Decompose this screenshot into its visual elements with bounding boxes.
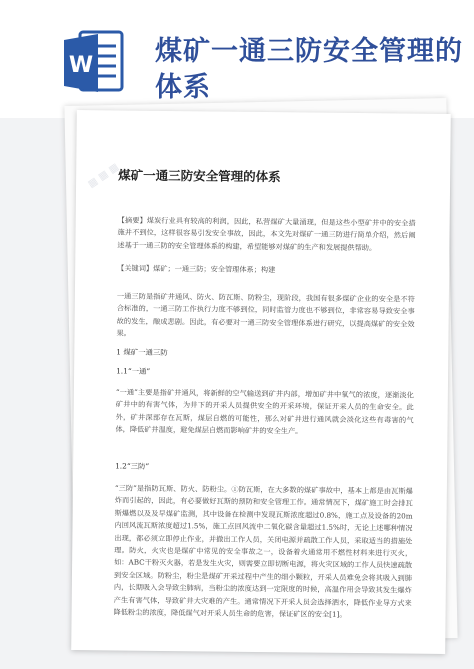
banner-title: 煤矿一通三防安全管理的体系 (155, 36, 463, 103)
section-1-1-paragraph: “一通”主要是指矿井通风，将新鲜的空气输送到矿井内部，增加矿井中氧气的浓度，逐渐淡化矿井中的有害气体，为井下的开采人员提供安全的开采环境，保证开采人员的生命安全。此外，矿井深部存在瓦斯，煤层自燃的可能性，那么对矿井进行通风就会淡化这些有毒害的气体，降低矿井温度，避免煤层自燃而影响矿井的安全生产。 (115, 387, 414, 436)
section-heading-1-1: 1.1“一通” (116, 366, 151, 376)
keywords-paragraph: 【关键词】煤矿；一通三防；安全管理体系；构建 (117, 263, 276, 275)
section-1-2-paragraph: “三防”是指防瓦斯、防火、防粉尘。①防瓦斯，在大多数的煤矿事故中，基本上都是由瓦斯爆炸而引起的，因此，有必要做好瓦斯的预防和安全管理工作。通常情况下，煤矿施工时会排瓦斯爆燃以及及早煤矿监测，其中设备在检测中发现瓦斯浓度超过0.8%，施工点及设备的20m内回风流瓦斯浓度超过1.5%，施工点回风流中二氧化碳含量超过1.5%时，无论上述哪种情况出现，都必须立即停止作业，并撤出工作人员，关闭电源并疏散工作人员，采取适当的措施处理。防火，火灾也是煤矿中常见的安全事故之一，设备着火通常用不燃性材料来进行灭火，如：ABC干粉灭火器，若是发生火灾，则需要立即切断电源，将火灾区域的工作人员快速疏散到安全区域。防粉尘，粉尘是煤矿开采过程中产生的细小颗粒，开采人员难免会将其吸入到肺内，长期吸入会导致尘肺病，当粉尘的浓度达到一定限度的时候，高温作用会导致其发生爆炸产生有害气体，导致矿井大灾难的产生。通常情况下开采人员会选择洒水，降低作业导方式来降低粉尘的浓度，降低煤气对开采人员生命的危害，保证矿区的安全[1]。 (113, 483, 413, 619)
section-heading-1: 1 煤矿一通三防 (116, 347, 168, 358)
svg-text:W: W (68, 53, 94, 78)
word-document-icon (62, 30, 124, 96)
watermark: ▦ ▦ ▦ (86, 161, 121, 191)
abstract-paragraph: 【摘要】煤炭行业具有较高的利润，因此，私营煤矿大量涌现，但是这些小型矿井中的安全措施并不到位，这样很容易引发安全事故，因此，本文先对煤矿一通三防进行简单介绍，然后阐述基于一通三防的安全管理体系的构建，希望能够对煤矿的生产和发展提供帮助。 (117, 215, 416, 253)
section-heading-1-2: 1.2“三防” (115, 461, 150, 471)
intro-paragraph: 一通三防是指矿井通风、防火、防瓦斯、防粉尘，现阶段，我国有很多煤矿企业的安全是不符合标准的，一通三防工作执行力度不够到位，同时监管力度也不够到位，非常容易导致安全事故的发生，酿成悲剧。因此，有必要对一通三防安全管理体系进行研究，以提高煤矿的安全效果。 (116, 291, 415, 338)
document-title: 煤矿一通三防安全管理的体系 (118, 167, 281, 185)
document-page (71, 110, 451, 654)
